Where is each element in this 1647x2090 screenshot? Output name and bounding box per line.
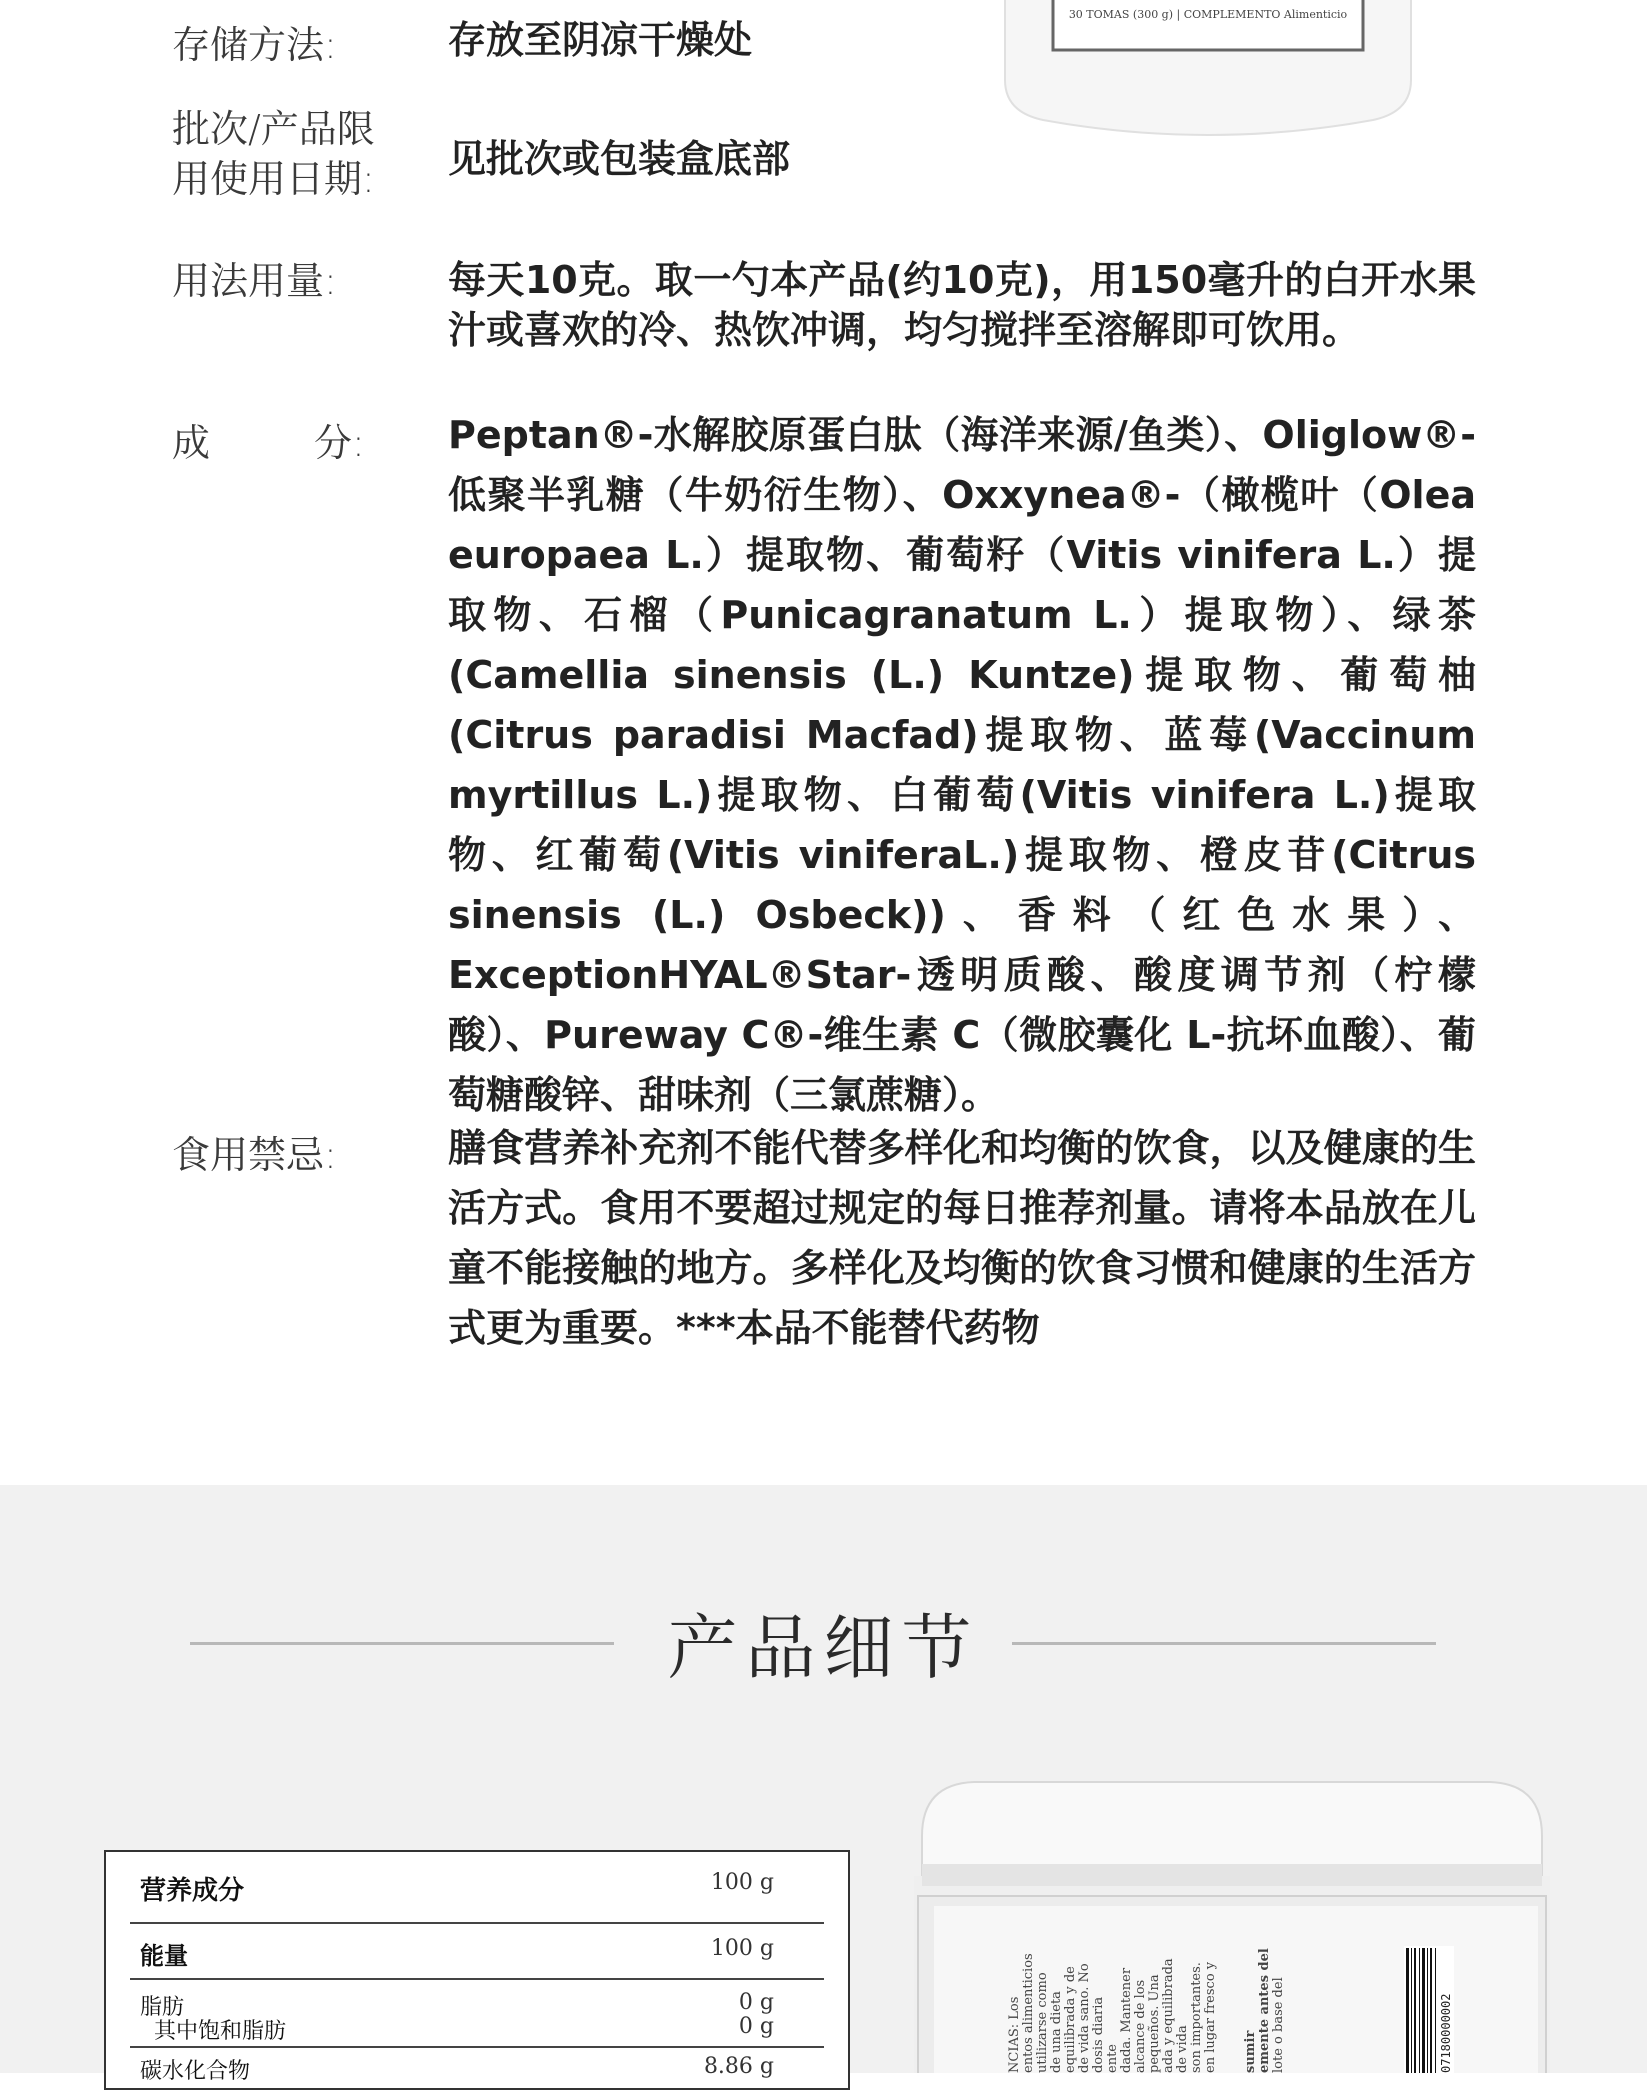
usage-label: 用法用量: — [172, 259, 337, 303]
nutrition-header-row — [130, 1870, 824, 1910]
nutrition-divider — [130, 2046, 824, 2048]
nutrition-row — [130, 2054, 824, 2084]
ingredients-label-b: 分: — [314, 421, 365, 465]
storage-label: 存储方法: — [172, 23, 337, 67]
jar-side-text: equilibrada y de — [1063, 1966, 1078, 2073]
nutrition-divider — [130, 1922, 824, 1924]
usage-value: 每天10克。取一勺本产品(约10克)，用150毫升的白开水果汁或喜欢的冷、热饮冲调，均匀搅拌至溶解即可饮用。 — [448, 258, 1476, 352]
jar-side-text: emente antes del — [1257, 1948, 1272, 2073]
jar-side-text: en lugar fresco y — [1203, 1961, 1218, 2073]
barcode-number: 07180000002 — [1439, 1993, 1453, 2073]
jar-side-text: dada. Mantener — [1119, 1967, 1134, 2073]
product-jar-image — [914, 1776, 1550, 2073]
jar-side-text: NCIAS: Los — [1007, 1996, 1022, 2073]
nutrition-row-name: 脂肪 — [140, 1995, 185, 2020]
nutrition-header-value: 100 g — [710, 1870, 774, 1895]
nutrition-row — [130, 2014, 824, 2044]
jar-side-text: entos alimenticios — [1021, 1953, 1036, 2073]
jar-side-text: de vida — [1175, 2025, 1190, 2073]
storage-value: 存放至阴凉干燥处 — [448, 18, 753, 62]
jar-side-text: ente — [1105, 2044, 1120, 2073]
jar-side-text: son importantes. — [1189, 1962, 1204, 2073]
jar-side-text: sumir — [1243, 2030, 1258, 2073]
nutrition-row-value: 0 g — [738, 2014, 774, 2039]
nutrition-row — [130, 1936, 824, 1976]
jar-side-text: pequeños. Una — [1147, 1974, 1162, 2073]
jar-side-text: utilizarse como — [1035, 1972, 1050, 2073]
batch-label — [172, 104, 375, 204]
nutrition-row-name: 碳水化合物 — [140, 2059, 251, 2084]
nutrition-row-name: 能量 — [140, 1942, 188, 1970]
nutrition-row-value: 100 g — [710, 1936, 774, 1961]
batch-value: 见批次或包装盒底部 — [448, 137, 791, 181]
jar-side-text: de vida sano. No — [1077, 1963, 1092, 2073]
ingredients-value: Peptan®-水解胶原蛋白肽（海洋来源/鱼类）、Oliglow®-低聚半乳糖（牛奶衍生物）、Oxxynea®-（橄榄叶（Olea europaea L.）提取物、葡萄籽（Vitis vinifera L.）提取物、石榴（Punicagranatum L.）提取物）、绿茶(Camellia sinensis (L.) Kuntze)提取物、葡萄柚(Citrus paradisi Macfad)提取物、蓝莓(Vaccinum myrtillus L.)提取物、白葡萄(Vitis vinifera L.)提取物、红葡萄(Vitis viniferaL.)提取物、橙皮苷(Citrus sinensis (L.) Osbeck))、香料（红色水果）、ExceptionHYAL®Star-透明质酸、酸度调节剂（柠檬酸）、Pureway C®-维生素 C（微胶囊化 L-抗坏血酸）、葡萄糖酸锌、甜味剂（三氯蔗糖）。 — [448, 413, 1476, 1117]
barcode-icon — [1404, 1946, 1454, 2073]
title-rule-right — [1012, 1642, 1436, 1645]
section-title: 产品细节 — [667, 1607, 980, 1689]
nutrition-row-value: 8.86 g — [703, 2054, 774, 2079]
ingredients-label-a: 成 — [172, 421, 211, 465]
batch-label-line2: 用使用日期: — [172, 157, 375, 201]
jar-label-text: 30 TOMAS (300 g) | COMPLEMENTO Alimenticio — [1068, 8, 1348, 21]
jar-side-text: lote o base del — [1271, 1977, 1286, 2073]
warnings-value: 膳食营养补充剂不能代替多样化和均衡的饮食，以及健康的生活方式。食用不要超过规定的每日推荐剂量。请将本品放在儿童不能接触的地方。多样化及均衡的饮食习惯和健康的生活方式更为重要。***本品不能替代药物 — [448, 1126, 1476, 1350]
jar-side-text: alcance de los — [1133, 1979, 1148, 2073]
ingredients-label — [172, 418, 372, 468]
jar-side-text: ada y equilibrada — [1161, 1958, 1176, 2073]
batch-label-line1: 批次/产品限 — [172, 107, 375, 151]
nutrition-row-value: 0 g — [738, 1990, 774, 2015]
jar-side-text: dosis diaria — [1091, 1996, 1106, 2073]
warnings-label: 食用禁忌: — [172, 1133, 337, 1177]
nutrition-table — [104, 1850, 850, 2090]
nutrition-header-name: 营养成分 — [140, 1876, 245, 1906]
jar-side-text: de una dieta — [1049, 1991, 1064, 2073]
nutrition-row-name: 其中饱和脂肪 — [154, 2019, 287, 2044]
nutrition-divider — [130, 1978, 824, 1980]
